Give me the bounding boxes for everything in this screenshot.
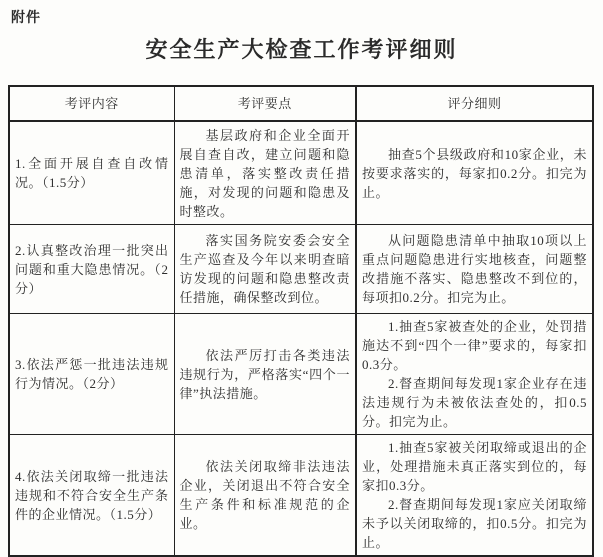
table-row — [9, 225, 593, 314]
cell-text: 从问题隐患清单中抽取10项以上重点问题隐患进行实地核查，问题整改措施不落实、隐患整改不到位的，每项扣0.2分。扣完为止。 — [362, 233, 587, 305]
header-points: 考评要点 — [174, 86, 356, 121]
cell-text: 1.抽查5家被关闭取缔或退出的企业，处理措施未真正落实到位的，每家扣0.3分。 — [362, 440, 587, 493]
cell-text: 1.全面开展自查自改情况。（1.5分） — [15, 156, 169, 190]
row-2-points-cell — [174, 225, 356, 314]
evaluation-rules-table — [8, 85, 594, 557]
header-scoring: 评分细则 — [356, 86, 593, 121]
cell-text: 2.督查期间每发现1家应关闭取缔未予以关闭取缔的，扣0.5分。扣完为止。 — [362, 497, 587, 550]
row-4-content-cell — [9, 435, 174, 557]
attachment-label: 附件 — [11, 11, 41, 26]
cell-text: 落实国务院安委会安全生产巡查及今年以来明查暗访发现的问题和隐患整改责任措施，确保整改到位。 — [179, 233, 350, 305]
row-1-scoring-cell — [356, 121, 593, 225]
cell-text: 抽查5个县级政府和10家企业，未按要求落实的，每家扣0.2分。扣完为止。 — [362, 146, 587, 200]
row-3-content-cell — [9, 314, 174, 435]
table-header-row — [9, 86, 593, 121]
row-3-points-cell — [174, 314, 356, 435]
header-content: 考评内容 — [9, 86, 174, 121]
page-title: 安全生产大检查工作考评细则 — [145, 37, 458, 62]
row-3-scoring-cell — [356, 314, 593, 435]
row-1-content-cell — [9, 121, 174, 225]
cell-text: 依法关闭取缔非法违法企业，关闭退出不符合安全生产条件和标准规范的企业。 — [179, 459, 350, 531]
table-row — [9, 121, 593, 225]
table-row — [9, 314, 593, 435]
row-4-points-cell — [174, 435, 356, 557]
row-4-scoring-cell — [356, 435, 593, 557]
cell-text: 依法严厉打击各类违法违规行为，严格落实“四个一律”执法措施。 — [179, 347, 350, 401]
row-2-content-cell — [9, 225, 174, 314]
cell-text: 1.抽查5家被查处的企业，处罚措施达不到“四个一律”要求的，每家扣0.3分。 — [362, 319, 587, 372]
cell-text: 2.认真整改治理一批突出问题和重大隐患情况。（2分） — [15, 242, 169, 296]
cell-text: 4.依法关闭取缔一批违法违规和不符合安全生产条件的企业情况。（1.5分） — [15, 468, 169, 522]
row-2-scoring-cell — [356, 225, 593, 314]
cell-text: 2.督查期间每发现1家企业存在违法违规行为未被依法查处的，扣0.5分。扣完为止。 — [362, 376, 587, 429]
cell-text: 3.依法严惩一批违法违规行为情况。（2分） — [15, 357, 169, 391]
table-row — [9, 435, 593, 557]
cell-text: 基层政府和企业全面开展自查自改，建立问题和隐患清单，落实整改责任措施，对发现的问题和隐患及时整改。 — [179, 127, 350, 219]
row-1-points-cell — [174, 121, 356, 225]
